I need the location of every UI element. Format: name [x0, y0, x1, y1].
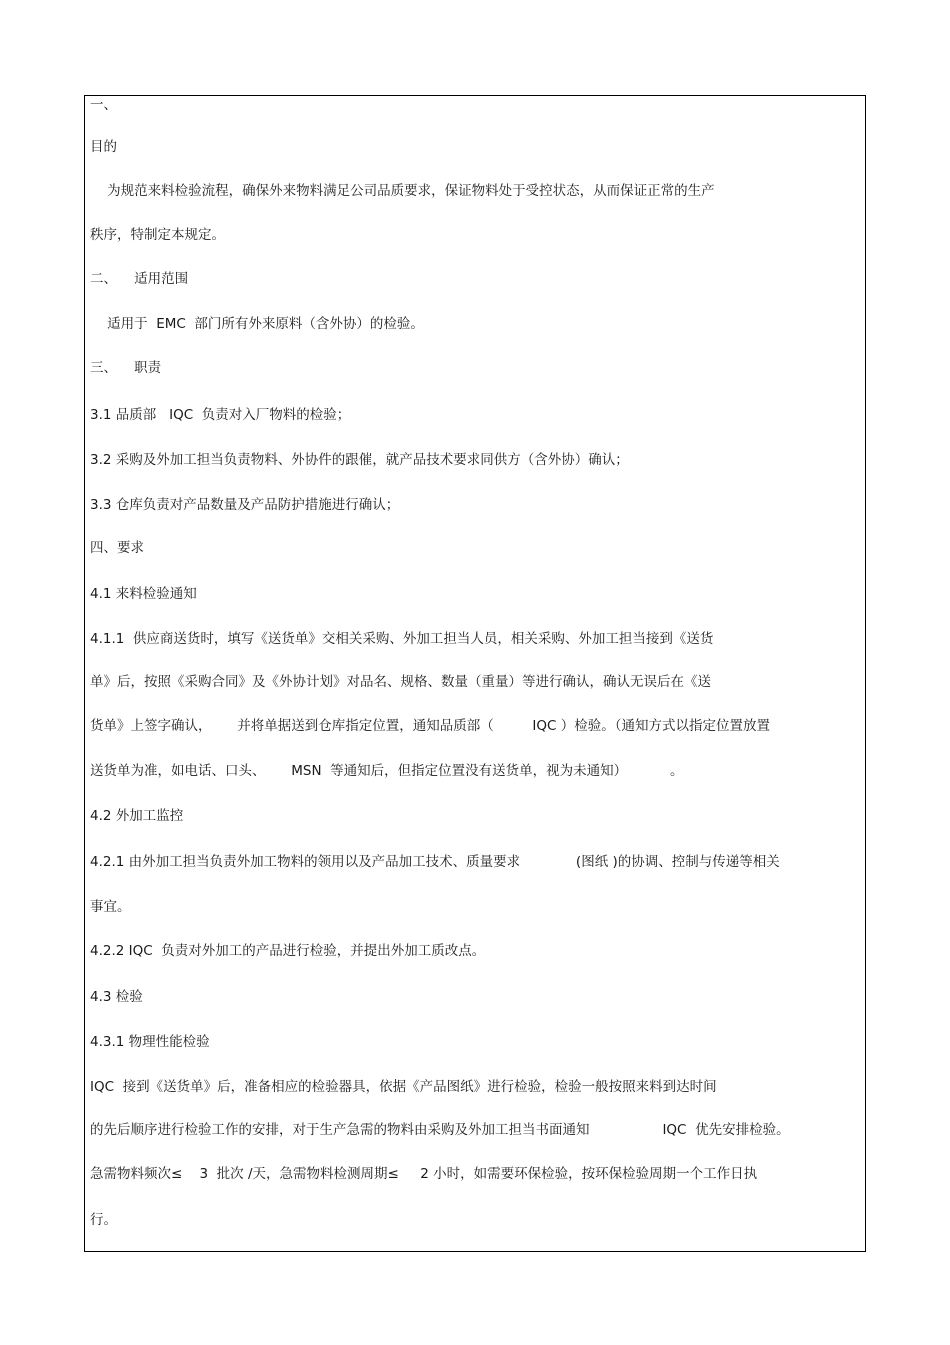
clause-4-2-1-line-1: 4.2.1 由外加工担当负责外加工物料的领用以及产品加工技术、质量要求 (图纸 )的协调、控制与传递等相关	[90, 854, 780, 870]
purpose-line-1: 为规范来料检验流程，确保外来物料满足公司品质要求，保证物料处于受控状态，从而保证正常的生产	[90, 183, 715, 199]
clause-4-3-1-line-3: 急需物料频次≤ 3 批次 /天，急需物料检测周期≤ 2 小时，如需要环保检验，按环保检验周期一个工作日执	[90, 1166, 758, 1182]
section-2-heading: 二、 适用范围	[90, 271, 189, 287]
scope-text: 适用于 EMC 部门所有外来原料（含外协）的检验。	[90, 316, 424, 332]
clause-4-3-1-line-1: IQC 接到《送货单》后，准备相应的检验器具，依据《产品图纸》进行检验，检验一般按照来料到达时间	[90, 1079, 717, 1095]
duty-3-2: 3.2 采购及外加工担当负责物料、外协件的跟催，就产品技术要求同供方（含外协）确认；	[90, 452, 629, 468]
subsection-4-3-heading: 4.3 检验	[90, 989, 143, 1005]
clause-4-3-1-line-2: 的先后顺序进行检验工作的安排，对于生产急需的物料由采购及外加工担当书面通知 IQC 优先安排检验。	[90, 1122, 790, 1138]
section-1-heading: 目的	[90, 139, 117, 155]
clause-4-1-1-line-1: 4.1.1 供应商送货时，填写《送货单》交相关采购、外加工担当人员，相关采购、外加工担当接到《送货	[90, 631, 714, 647]
subsection-4-2-heading: 4.2 外加工监控	[90, 808, 184, 824]
clause-4-3-1-heading: 4.3.1 物理性能检验	[90, 1034, 210, 1050]
section-3-heading: 三、 职责	[90, 360, 162, 376]
duty-3-1: 3.1 品质部 IQC 负责对入厂物料的检验；	[90, 407, 351, 423]
section-1-number: 一、	[90, 97, 117, 113]
clause-4-2-2: 4.2.2 IQC 负责对外加工的产品进行检验，并提出外加工质改点。	[90, 943, 486, 959]
clause-4-1-1-line-2: 单》后，按照《采购合同》及《外协计划》对品名、规格、数量（重量）等进行确认，确认无误后在《送	[90, 674, 711, 690]
purpose-line-2: 秩序，特制定本规定。	[90, 227, 225, 243]
duty-3-3: 3.3 仓库负责对产品数量及产品防护措施进行确认；	[90, 497, 400, 513]
clause-4-2-1-line-2: 事宜。	[90, 899, 131, 915]
clause-4-1-1-line-4: 送货单为准，如电话、口头、 MSN 等通知后，但指定位置没有送货单，视为未通知） 。	[90, 763, 684, 779]
subsection-4-1-heading: 4.1 来料检验通知	[90, 586, 197, 602]
section-4-heading: 四、要求	[90, 540, 144, 556]
clause-4-3-1-line-4: 行。	[90, 1212, 117, 1228]
clause-4-1-1-line-3: 货单》上签字确认， 并将单据送到仓库指定位置，通知品质部（ IQC ）检验。（通知方式以指定位置放置	[90, 718, 770, 734]
